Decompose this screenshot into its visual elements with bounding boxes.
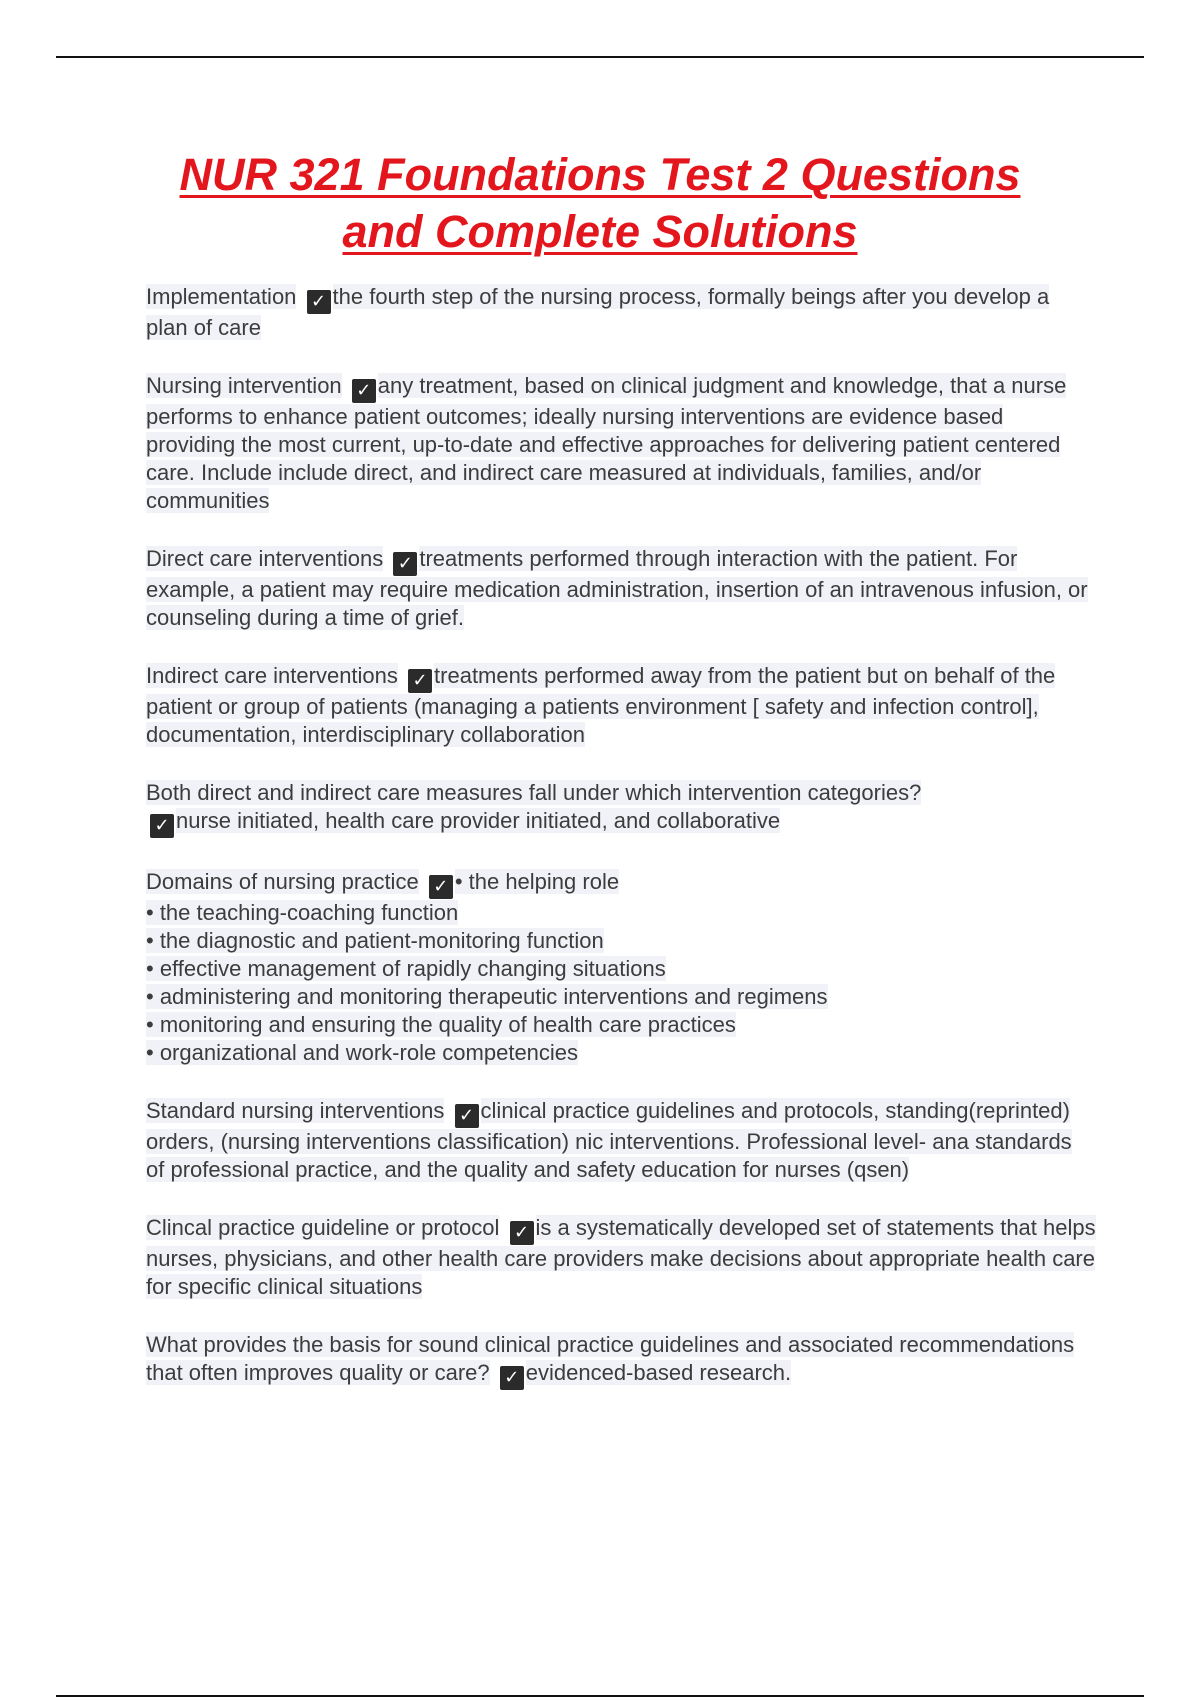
qa-entry [146,779,1096,838]
entry-term: Direct care interventions [146,546,384,571]
qa-entry [146,1331,1096,1390]
entry-answer: any treatment, based on clinical judgment and knowledge, that a nurse performs to enhance patient outcomes; ideally nursing interventions are evidence based providing the most current, up-to-date and effective approaches for delivering patient centered care. Include include direct, and indirect care measured at individuals, families, and/or communities [146,373,1067,513]
checkmark-icon: ✓ [307,290,331,314]
checkmark-icon: ✓ [429,875,453,899]
entry-term: Implementation [146,284,297,309]
checkmark-icon: ✓ [408,669,432,693]
checkmark-icon: ✓ [510,1221,534,1245]
entry-term: What provides the basis for sound clinical practice guidelines and associated recommendations that often improves quality or care? [146,1332,1075,1385]
entry-term: Clincal practice guideline or protocol [146,1215,500,1240]
entry-answer: treatments performed away from the patient but on behalf of the patient or group of patients (managing a patients environment [ safety and infection control], documentation, interdisciplinary collaboration [146,663,1056,747]
checkmark-icon: ✓ [150,814,174,838]
qa-entry [146,372,1096,515]
entry-answer: the fourth step of the nursing process, formally beings after you develop a plan of care [146,284,1050,340]
qa-list [146,283,1096,1420]
entry-term: Nursing intervention [146,373,342,398]
title-line-1: NUR 321 Foundations Test 2 Questions [179,149,1021,200]
checkmark-icon: ✓ [393,552,417,576]
checkmark-icon: ✓ [500,1366,524,1390]
top-rule [56,56,1144,58]
entry-term: Domains of nursing practice [146,869,419,894]
qa-entry [146,1097,1096,1184]
checkmark-icon: ✓ [352,379,376,403]
entry-answer: • the helping role • the teaching-coaching function • the diagnostic and patient-monitoring function • effective management of rapidly changing situations • administering and monitoring therapeutic interventions and regimens • monitoring and ensuring the quality of health care practices • organizational and work-role competencies [146,869,828,1065]
entry-answer: is a systematically developed set of statements that helps nurses, physicians, and other health care providers make decisions about appropriate health care for specific clinical situations [146,1215,1096,1299]
qa-entry [146,545,1096,632]
entry-answer: treatments performed through interaction with the patient. For example, a patient may require medication administration, insertion of an intravenous infusion, or counseling during a time of grief. [146,546,1088,630]
bottom-rule [56,1695,1144,1697]
entry-answer: evidenced-based research. [525,1360,792,1385]
entry-term: Indirect care interventions [146,663,398,688]
qa-entry [146,662,1096,749]
entry-answer: clinical practice guidelines and protocols, standing(reprinted) orders, (nursing interventions classification) nic interventions. Professional level- ana standards of professional practice, and the quality and safety education for nurses (qsen) [146,1098,1072,1182]
qa-entry [146,1214,1096,1301]
document-title [100,146,1100,260]
entry-term: Standard nursing interventions [146,1098,445,1123]
title-line-2: and Complete Solutions [342,206,858,257]
entry-term: Both direct and indirect care measures fall under which intervention categories? [146,780,922,805]
qa-entry [146,868,1096,1067]
checkmark-icon: ✓ [455,1104,479,1128]
entry-answer: nurse initiated, health care provider initiated, and collaborative [176,808,781,833]
qa-entry [146,283,1096,342]
